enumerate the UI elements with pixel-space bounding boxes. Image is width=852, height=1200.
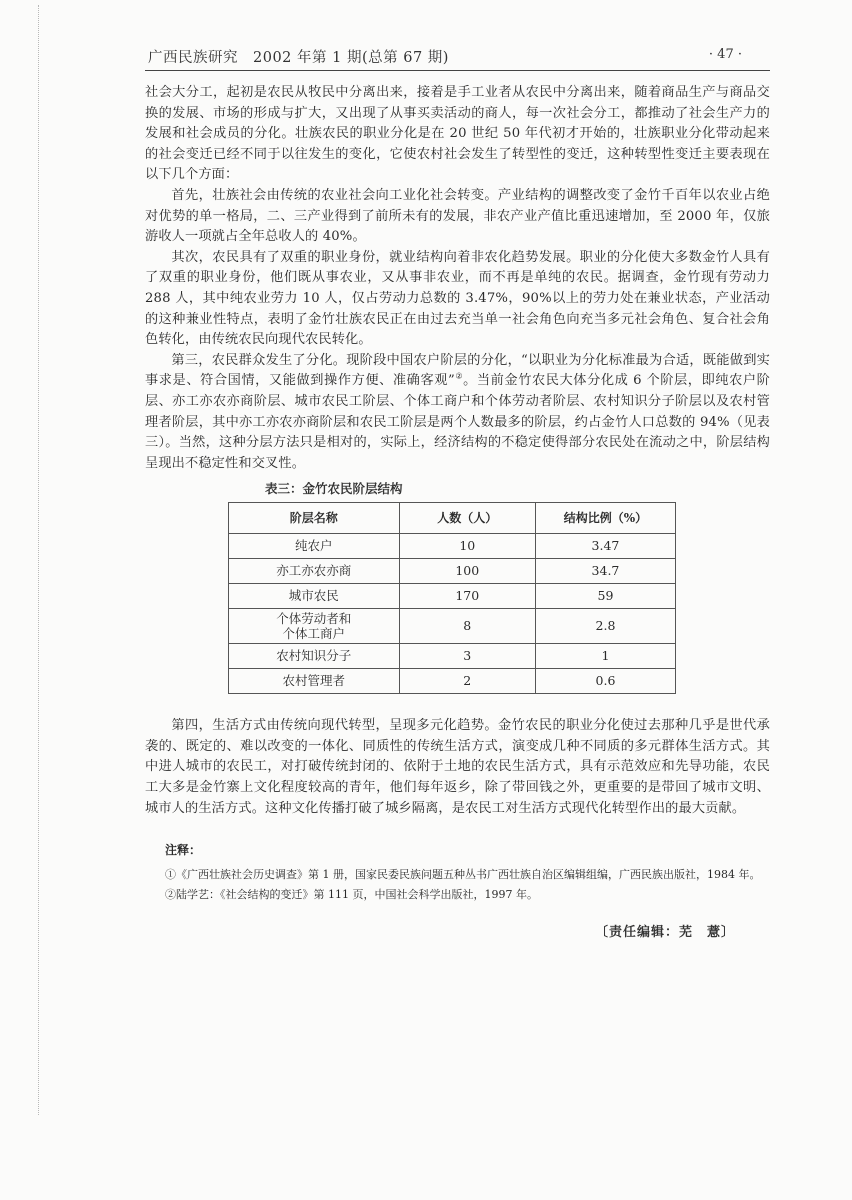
stratum-name: 亦工亦农亦商: [229, 559, 400, 584]
table-row: [229, 559, 676, 584]
column-header: 阶层名称: [229, 503, 400, 534]
page: [145, 0, 770, 983]
paragraph: 第四，生活方式由传统向现代转型，呈现多元化趋势。金竹农民的职业分化使过去那种几乎是世代承袭的、既定的、难以改变的一体化、同质性的传统生活方式，演变成几种不同质的多元群体生活方式。其中进人城市的农民工，对打破传统封闭的、依附于土地的农民生活方式，具有示范效应和先导功能，农民工大多是金竹寨上文化程度较高的青年，他们每年返乡，除了带回钱之外，更重要的是带回了城市文明、城市人的生活方式。这种文化传播打破了城乡隔离，是农民工对生活方式现代化转型作出的最大贡献。: [145, 718, 770, 816]
table-row: [229, 534, 676, 559]
table-row: [229, 669, 676, 694]
stratum-ratio: 1: [535, 644, 675, 669]
stratum-name-line: 个体工商户: [282, 626, 346, 642]
paragraph: 其次，农民具有了双重的职业身份，就业结构向着非农化趋势发展。职业的分化使大多数金竹人具有了双重的职业身份，他们既从事农业，又从事非农业，而不再是单纯的农民。据调查，金竹现有劳动力 288 人，其中纯农业劳力 10 人，仅占劳动力总数的 3.47%，90%以上的劳力处在兼业状态，产业活动的这种兼业性特点，表明了金竹壮族农民正在由过去充当单一社会角色向充当多元社会角色、复合社会角色转化，由传统农民向现代农民转化。: [145, 249, 770, 348]
stratum-ratio: 34.7: [535, 559, 675, 584]
journal-title: 广西民族研究 2002 年第 1 期(总第 67 期): [148, 50, 449, 66]
stratum-name: 农村知识分子: [229, 644, 400, 669]
note-item: ①《广西壮族社会历史调查》第 1 册，国家民委民族问题五种丛书广西壮族自治区编辑组编，广西民族出版社，1984 年。: [165, 868, 761, 882]
stratum-count: 2: [399, 669, 535, 694]
notes-section: [165, 841, 770, 905]
paragraph-text: 。当前金竹农民大体分化成 6 个阶层，即纯农户阶层、亦工亦农亦商阶层、城市农民工阶层、个体工商户和个体劳动者阶层、农村知识分子阶层以及农村管理者阶层，其中亦工亦农亦商阶层和农民工阶层是两个人数最多的阶层，约占金竹人口总数的 94%（见表三）。当然，这种分层方法只是相对的，实际上，经济结构的不稳定使得部分农民处在流动之中，阶层结构呈现出不稳定性和交叉性。: [145, 373, 770, 471]
column-header: 人数（人）: [399, 503, 535, 534]
stratum-name: 纯农户: [229, 534, 400, 559]
article-body-top: [145, 83, 770, 474]
stratum-ratio: 59: [535, 584, 675, 609]
table-row: [229, 644, 676, 669]
running-header: [145, 40, 770, 71]
paragraph-text: 第三，农民群众发生了分化。现阶段中国农户阶层的分化，“以职业为分化标准最为合适，既能做到实事求是、符合国情，又能做到操作方便、准确客观”: [145, 352, 770, 389]
paragraph: 社会大分工，起初是农民从牧民中分离出来，接着是手工业者从农民中分离出来，随着商品生产与商品交换的发展、市场的形成与扩大，又出现了从事买卖活动的商人，每一次社会分工，都推动了社会生产力的发展和社会成员的分化。壮族农民的职业分化是在 20 世纪 50 年代初才开始的，壮族职业分化带动起来的社会变迁已经不同于以往发生的变化，它使农村社会发生了转型性的变迁，这种转型性变迁主要表现在以下几个方面：: [145, 85, 770, 183]
table-row: [229, 584, 676, 609]
stratum-count: 3: [399, 644, 535, 669]
stratum-ratio: 2.8: [535, 609, 675, 644]
column-header: 结构比例（%）: [535, 503, 675, 534]
strata-table: [228, 502, 676, 694]
page-number: · 47 ·: [708, 47, 742, 62]
stratum-name: [229, 609, 400, 644]
notes-title: 注释：: [165, 843, 202, 858]
stratum-count: 8: [399, 609, 535, 644]
table-header-row: [229, 503, 676, 534]
table-row: [229, 609, 676, 644]
stratum-count: 170: [399, 584, 535, 609]
note-item: ②陆学艺：《社会结构的变迁》第 111 页，中国社会科学出版社，1997 年。: [165, 888, 538, 902]
editor-credit: 〔责任编辑：芜 薏〕: [595, 925, 736, 941]
table-caption: 表三：金竹农民阶层结构: [265, 481, 403, 497]
article-body-bottom: [145, 716, 770, 819]
footnote-reference[interactable]: ②: [454, 371, 464, 381]
paragraph: [145, 351, 770, 475]
stratum-count: 100: [399, 559, 535, 584]
stratum-ratio: 3.47: [535, 534, 675, 559]
scan-artifact-line: [38, 5, 40, 1115]
paragraph: 首先，壮族社会由传统的农业社会向工业化社会转变。产业结构的调整改变了金竹千百年以农业占绝对优势的单一格局，二、三产业得到了前所未有的发展，非农产业产值比重迅速增加，至 2000 年，仅旅游收人一项就占全年总收人的 40%。: [145, 187, 770, 245]
stratum-name: 农村管理者: [229, 669, 400, 694]
stratum-name-line: 个体劳动者和: [276, 611, 352, 627]
stratum-ratio: 0.6: [535, 669, 675, 694]
stratum-count: 10: [399, 534, 535, 559]
stratum-name: 城市农民: [229, 584, 400, 609]
